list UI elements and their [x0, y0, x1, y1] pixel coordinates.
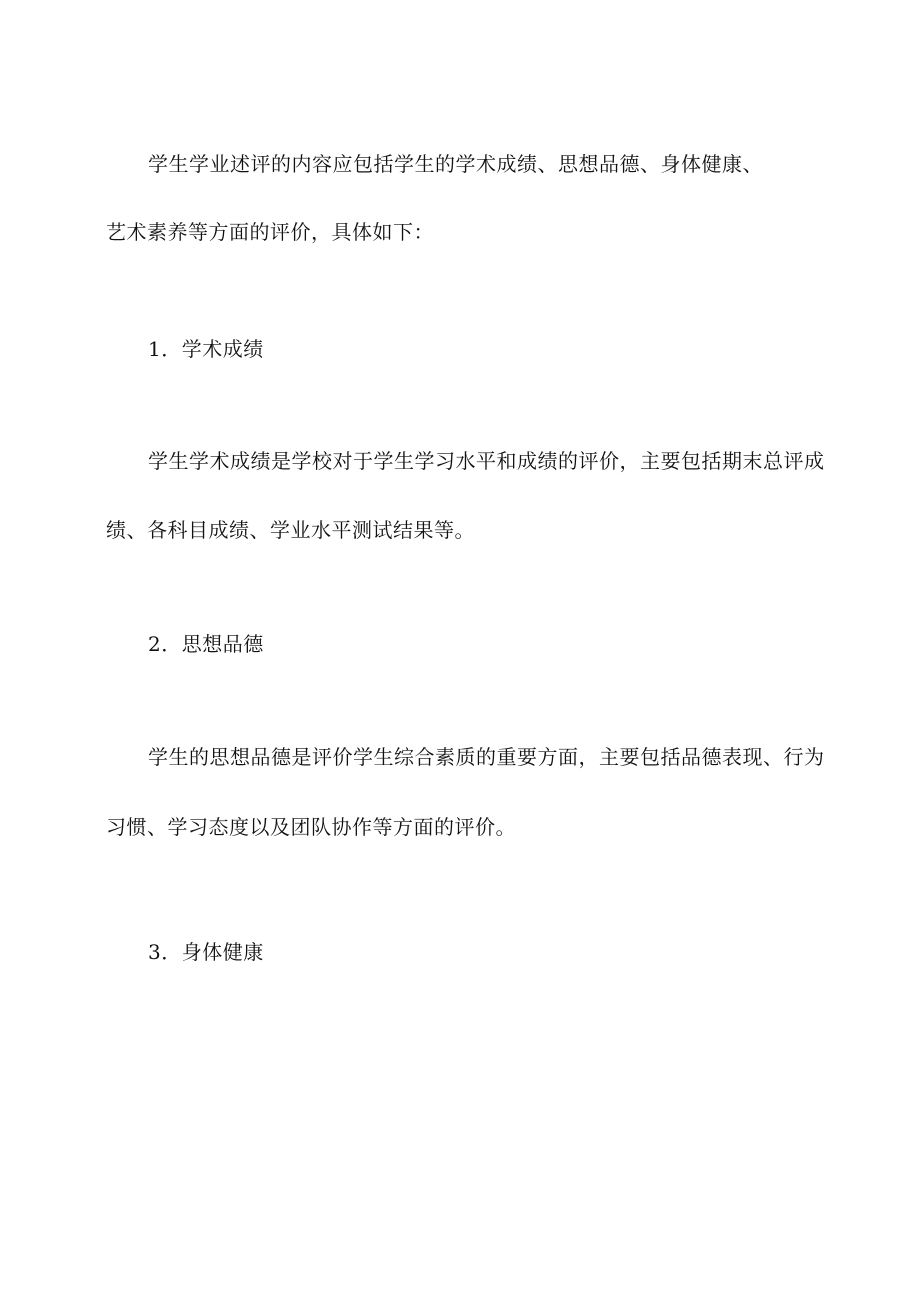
morality-paragraph-line-2: 习惯、学习态度以及团队协作等方面的评价。 [106, 815, 516, 839]
intro-paragraph-line-1: 学生学业述评的内容应包括学生的学术成绩、思想品德、身体健康、 [148, 152, 763, 176]
morality-paragraph-line-1: 学生的思想品德是评价学生综合素质的重要方面，主要包括品德表现、行为 [148, 745, 825, 769]
academic-paragraph-line-2: 绩、各科目成绩、学业水平测试结果等。 [106, 518, 475, 542]
section-heading-academic: 1．学术成绩 [148, 337, 264, 361]
section-heading-morality: 2．思想品德 [148, 632, 264, 656]
academic-paragraph-line-1: 学生学术成绩是学校对于学生学习水平和成绩的评价，主要包括期末总评成 [148, 449, 825, 473]
section-heading-health: 3．身体健康 [148, 940, 264, 964]
intro-paragraph-line-2: 艺术素养等方面的评价，具体如下： [106, 220, 434, 244]
